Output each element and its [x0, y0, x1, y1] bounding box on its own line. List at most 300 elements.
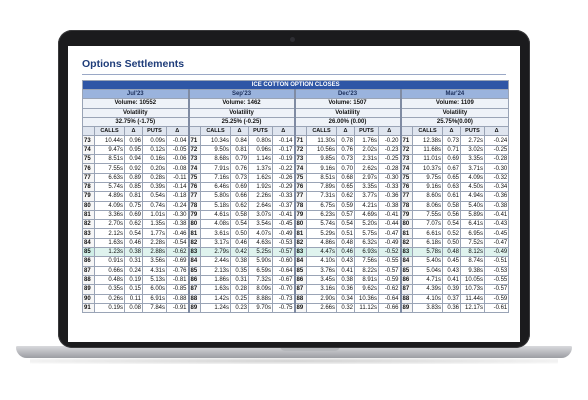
- call-price-cell: 7.89s: [307, 182, 337, 191]
- table-row: [83, 238, 509, 247]
- call-delta-cell: 0.52: [443, 229, 461, 238]
- call-price-cell: 8.60s: [413, 192, 443, 201]
- calls-delta-header: Δ: [337, 127, 355, 136]
- put-price-cell: 4.31s: [143, 266, 167, 275]
- strike-cell: 80: [83, 201, 95, 210]
- call-delta-cell: 0.68: [337, 173, 355, 182]
- put-price-cell: 3.07s: [249, 210, 273, 219]
- put-delta-cell: -0.81: [167, 275, 189, 284]
- strike-cell: 83: [295, 248, 307, 257]
- put-price-cell: 1.14s: [249, 155, 273, 164]
- call-price-cell: 5.80s: [201, 192, 231, 201]
- put-delta-cell: -0.36: [379, 192, 401, 201]
- put-price-cell: 0.09s: [143, 136, 167, 145]
- put-delta-cell: -0.64: [273, 266, 295, 275]
- put-price-cell: 4.69s: [355, 210, 379, 219]
- strike-cell: 84: [189, 257, 201, 266]
- put-delta-cell: -0.28: [485, 155, 509, 164]
- camera-icon: [290, 37, 295, 42]
- put-price-cell: 1.76s: [355, 136, 379, 145]
- call-delta-cell: 0.62: [125, 220, 143, 229]
- call-price-cell: 7.91s: [201, 164, 231, 173]
- call-price-cell: 9.75s: [413, 173, 443, 182]
- call-price-cell: 11.68s: [413, 145, 443, 154]
- put-price-cell: 2.28s: [143, 238, 167, 247]
- month-header: Dec'23: [295, 90, 401, 99]
- call-price-cell: 5.78s: [413, 248, 443, 257]
- volume-cell: Volume: 1507: [295, 99, 401, 108]
- strike-cell: 85: [401, 266, 413, 275]
- call-delta-cell: 0.65: [337, 182, 355, 191]
- call-delta-cell: 0.46: [337, 248, 355, 257]
- strike-header-blank: [401, 127, 413, 136]
- strike-cell: 76: [401, 182, 413, 191]
- call-price-cell: 7.31s: [307, 192, 337, 201]
- put-price-cell: 3.56s: [143, 257, 167, 266]
- put-price-cell: 2.26s: [249, 192, 273, 201]
- put-price-cell: 5.25s: [249, 248, 273, 257]
- strike-cell: 88: [401, 294, 413, 303]
- call-delta-cell: 0.62: [231, 201, 249, 210]
- call-delta-cell: 0.45: [443, 257, 461, 266]
- volatility-label: Volatility: [401, 108, 509, 117]
- volatility-value: 25.75%(0.00): [401, 117, 509, 126]
- strike-cell: 86: [401, 275, 413, 284]
- calls-delta-header: Δ: [125, 127, 143, 136]
- call-price-cell: 3.45s: [307, 275, 337, 284]
- strike-cell: 75: [295, 173, 307, 182]
- strike-cell: 83: [401, 248, 413, 257]
- strike-cell: 84: [83, 238, 95, 247]
- put-delta-cell: -0.69: [167, 257, 189, 266]
- call-delta-cell: 0.54: [231, 220, 249, 229]
- strike-cell: 81: [295, 229, 307, 238]
- put-delta-cell: -0.49: [379, 238, 401, 247]
- put-delta-cell: -0.44: [379, 220, 401, 229]
- put-price-cell: 1.35s: [143, 220, 167, 229]
- strike-cell: 75: [401, 173, 413, 182]
- call-delta-cell: 0.50: [231, 229, 249, 238]
- call-price-cell: 9.47s: [95, 145, 125, 154]
- put-delta-cell: -0.43: [485, 220, 509, 229]
- call-delta-cell: 0.67: [443, 164, 461, 173]
- table-row: [83, 192, 509, 201]
- put-price-cell: 4.94s: [461, 192, 485, 201]
- table-row: [83, 266, 509, 275]
- call-delta-cell: 0.28: [231, 285, 249, 294]
- call-delta-cell: 0.81: [125, 192, 143, 201]
- call-price-cell: 12.38s: [413, 136, 443, 145]
- put-price-cell: 9.70s: [249, 303, 273, 312]
- calls-header: CALLS: [95, 127, 125, 136]
- strike-cell: 87: [401, 285, 413, 294]
- call-price-cell: 9.50s: [201, 145, 231, 154]
- call-price-cell: 2.12s: [95, 229, 125, 238]
- call-price-cell: 3.36s: [95, 210, 125, 219]
- strike-cell: 71: [401, 136, 413, 145]
- call-delta-cell: 0.19: [125, 275, 143, 284]
- calls-delta-header: Δ: [231, 127, 249, 136]
- strike-cell: 78: [189, 201, 201, 210]
- put-delta-cell: -0.28: [379, 164, 401, 173]
- call-delta-cell: 0.75: [125, 201, 143, 210]
- call-price-cell: 4.09s: [95, 201, 125, 210]
- put-price-cell: 10.73s: [461, 285, 485, 294]
- put-delta-cell: -0.55: [379, 257, 401, 266]
- volatility-label: Volatility: [295, 108, 401, 117]
- call-delta-cell: 0.69: [125, 210, 143, 219]
- puts-delta-header: Δ: [379, 127, 401, 136]
- table-banner: ICE COTTON OPTION CLOSES: [83, 81, 509, 90]
- call-delta-cell: 0.89: [125, 173, 143, 182]
- settlements-table-wrapper: [82, 80, 506, 313]
- call-delta-cell: 0.76: [337, 145, 355, 154]
- call-delta-cell: 0.70: [337, 164, 355, 173]
- put-price-cell: 1.77s: [143, 229, 167, 238]
- strike-cell: 90: [83, 294, 95, 303]
- call-delta-cell: 0.92: [125, 164, 143, 173]
- strike-cell: 75: [83, 155, 95, 164]
- put-delta-cell: -0.70: [273, 285, 295, 294]
- strike-header-blank: [295, 127, 307, 136]
- call-delta-cell: 0.38: [231, 257, 249, 266]
- strike-cell: 85: [295, 266, 307, 275]
- put-delta-cell: -0.38: [167, 220, 189, 229]
- table-row: [83, 275, 509, 284]
- strike-cell: 72: [189, 145, 201, 154]
- put-delta-cell: -0.54: [167, 238, 189, 247]
- put-price-cell: 4.09s: [461, 173, 485, 182]
- put-price-cell: 0.54s: [143, 192, 167, 201]
- call-price-cell: 1.63s: [201, 285, 231, 294]
- put-delta-cell: -0.91: [167, 303, 189, 312]
- call-price-cell: 8.51s: [95, 155, 125, 164]
- put-delta-cell: -0.26: [273, 173, 295, 182]
- call-price-cell: 7.16s: [201, 173, 231, 182]
- strike-header-blank: [83, 127, 95, 136]
- put-delta-cell: -0.85: [167, 285, 189, 294]
- put-price-cell: 0.96s: [249, 145, 273, 154]
- call-delta-cell: 0.41: [443, 275, 461, 284]
- call-price-cell: 6.46s: [201, 182, 231, 191]
- call-delta-cell: 0.61: [443, 192, 461, 201]
- strike-cell: 80: [189, 220, 201, 229]
- put-delta-cell: -0.67: [273, 275, 295, 284]
- call-price-cell: 9.85s: [307, 155, 337, 164]
- call-price-cell: 3.83s: [413, 303, 443, 312]
- put-delta-cell: -0.66: [379, 303, 401, 312]
- laptop-screen: [68, 46, 520, 342]
- put-delta-cell: -0.45: [273, 220, 295, 229]
- call-delta-cell: 0.62: [337, 192, 355, 201]
- call-delta-cell: 0.94: [125, 155, 143, 164]
- call-price-cell: 0.35s: [95, 285, 125, 294]
- put-price-cell: 5.40s: [461, 201, 485, 210]
- put-delta-cell: -0.33: [273, 192, 295, 201]
- strike-cell: 73: [401, 155, 413, 164]
- strike-cell: 87: [189, 285, 201, 294]
- put-delta-cell: -0.20: [379, 136, 401, 145]
- put-price-cell: 1.92s: [249, 182, 273, 191]
- strike-cell: 88: [83, 275, 95, 284]
- put-delta-cell: -0.38: [379, 201, 401, 210]
- put-price-cell: 8.22s: [355, 266, 379, 275]
- strike-cell: 91: [83, 303, 95, 312]
- put-price-cell: 4.07s: [249, 229, 273, 238]
- volatility-label: Volatility: [83, 108, 189, 117]
- call-price-cell: 10.56s: [307, 145, 337, 154]
- call-delta-cell: 0.54: [125, 229, 143, 238]
- strike-cell: 88: [295, 294, 307, 303]
- put-delta-cell: -0.30: [167, 210, 189, 219]
- call-price-cell: 6.18s: [413, 238, 443, 247]
- call-price-cell: 7.55s: [95, 164, 125, 173]
- put-price-cell: 4.21s: [355, 201, 379, 210]
- page-title: Options Settlements: [82, 58, 185, 70]
- put-price-cell: 3.77s: [355, 192, 379, 201]
- put-price-cell: 5.13s: [143, 275, 167, 284]
- strike-cell: 72: [295, 145, 307, 154]
- call-price-cell: 6.63s: [95, 173, 125, 182]
- strike-cell: 73: [189, 155, 201, 164]
- strike-cell: 76: [189, 182, 201, 191]
- put-delta-cell: -0.17: [273, 145, 295, 154]
- put-price-cell: 1.37s: [249, 164, 273, 173]
- put-delta-cell: -0.57: [379, 266, 401, 275]
- call-price-cell: 0.19s: [95, 303, 125, 312]
- call-price-cell: 4.10s: [307, 257, 337, 266]
- call-price-cell: 1.23s: [95, 248, 125, 257]
- volatility-value: 32.75% (-1.75): [83, 117, 189, 126]
- put-delta-cell: -0.14: [273, 136, 295, 145]
- strike-cell: 76: [83, 164, 95, 173]
- call-delta-cell: 0.34: [337, 294, 355, 303]
- table-row: [83, 220, 509, 229]
- strike-cell: 87: [295, 285, 307, 294]
- table-row: [83, 145, 509, 154]
- call-delta-cell: 0.48: [337, 238, 355, 247]
- table-row: [83, 248, 509, 257]
- call-delta-cell: 0.81: [231, 145, 249, 154]
- put-price-cell: 5.75s: [355, 229, 379, 238]
- put-delta-cell: -0.33: [379, 182, 401, 191]
- strike-cell: 77: [83, 173, 95, 182]
- strike-cell: 74: [401, 164, 413, 173]
- strike-cell: 87: [83, 266, 95, 275]
- put-price-cell: 11.44s: [461, 294, 485, 303]
- call-price-cell: 3.17s: [201, 238, 231, 247]
- call-delta-cell: 0.96: [125, 136, 143, 145]
- settlements-table: [82, 80, 509, 313]
- call-price-cell: 8.06s: [413, 201, 443, 210]
- call-delta-cell: 0.43: [443, 266, 461, 275]
- put-price-cell: 2.31s: [355, 155, 379, 164]
- table-row: [83, 164, 509, 173]
- call-delta-cell: 0.15: [125, 285, 143, 294]
- put-price-cell: 5.90s: [249, 257, 273, 266]
- strike-cell: 79: [83, 192, 95, 201]
- put-price-cell: 10.05s: [461, 275, 485, 284]
- calls-delta-header: Δ: [443, 127, 461, 136]
- put-delta-cell: -0.18: [167, 192, 189, 201]
- call-price-cell: 4.71s: [413, 275, 443, 284]
- call-delta-cell: 0.65: [443, 173, 461, 182]
- call-delta-cell: 0.84: [231, 136, 249, 145]
- call-price-cell: 11.01s: [413, 155, 443, 164]
- call-delta-cell: 0.24: [125, 266, 143, 275]
- strike-cell: 89: [401, 303, 413, 312]
- strike-cell: 83: [83, 229, 95, 238]
- call-delta-cell: 0.38: [125, 248, 143, 257]
- put-delta-cell: -0.49: [485, 248, 509, 257]
- table-row: [83, 210, 509, 219]
- call-price-cell: 6.75s: [307, 201, 337, 210]
- call-price-cell: 8.51s: [307, 173, 337, 182]
- call-price-cell: 2.44s: [201, 257, 231, 266]
- put-delta-cell: -0.34: [485, 182, 509, 191]
- put-price-cell: 9.62s: [355, 285, 379, 294]
- table-row: [83, 294, 509, 303]
- put-price-cell: 6.95s: [461, 229, 485, 238]
- call-price-cell: 9.16s: [413, 182, 443, 191]
- strike-cell: 86: [295, 275, 307, 284]
- put-delta-cell: -0.57: [485, 285, 509, 294]
- call-delta-cell: 0.08: [125, 303, 143, 312]
- call-delta-cell: 0.66: [231, 192, 249, 201]
- put-delta-cell: -0.29: [273, 182, 295, 191]
- call-price-cell: 4.89s: [95, 192, 125, 201]
- put-price-cell: 8.91s: [355, 275, 379, 284]
- put-price-cell: 6.41s: [461, 220, 485, 229]
- calls-header: CALLS: [413, 127, 443, 136]
- call-delta-cell: 0.73: [337, 155, 355, 164]
- put-delta-cell: -0.22: [273, 164, 295, 173]
- put-price-cell: 3.35s: [461, 155, 485, 164]
- put-price-cell: 0.12s: [143, 145, 167, 154]
- call-price-cell: 5.74s: [307, 220, 337, 229]
- call-price-cell: 1.63s: [95, 238, 125, 247]
- strike-header-blank: [189, 127, 201, 136]
- put-price-cell: 7.84s: [143, 303, 167, 312]
- put-price-cell: 8.12s: [461, 248, 485, 257]
- put-delta-cell: -0.61: [485, 303, 509, 312]
- strike-cell: 76: [295, 182, 307, 191]
- strike-cell: 74: [189, 164, 201, 173]
- call-delta-cell: 0.69: [443, 155, 461, 164]
- call-price-cell: 6.23s: [307, 210, 337, 219]
- put-delta-cell: -0.11: [167, 173, 189, 182]
- strike-cell: 79: [189, 210, 201, 219]
- put-delta-cell: -0.32: [485, 173, 509, 182]
- call-delta-cell: 0.35: [231, 266, 249, 275]
- call-price-cell: 4.86s: [307, 238, 337, 247]
- put-price-cell: 6.32s: [355, 238, 379, 247]
- put-price-cell: 5.20s: [355, 220, 379, 229]
- put-delta-cell: -0.41: [379, 210, 401, 219]
- put-delta-cell: -0.88: [167, 294, 189, 303]
- put-price-cell: 6.00s: [143, 285, 167, 294]
- put-price-cell: 10.36s: [355, 294, 379, 303]
- call-price-cell: 4.61s: [201, 210, 231, 219]
- put-delta-cell: -0.38: [485, 201, 509, 210]
- volume-cell: Volume: 10552: [83, 99, 189, 108]
- call-price-cell: 2.79s: [201, 248, 231, 257]
- put-price-cell: 1.01s: [143, 210, 167, 219]
- strike-cell: 81: [83, 210, 95, 219]
- put-delta-cell: -0.57: [273, 248, 295, 257]
- call-price-cell: 2.66s: [307, 303, 337, 312]
- puts-header: PUTS: [461, 127, 485, 136]
- table-row: [83, 201, 509, 210]
- put-price-cell: 7.32s: [249, 275, 273, 284]
- table-row: [83, 229, 509, 238]
- put-price-cell: 8.09s: [249, 285, 273, 294]
- put-price-cell: 6.93s: [355, 248, 379, 257]
- put-price-cell: 2.88s: [143, 248, 167, 257]
- call-price-cell: 3.16s: [307, 285, 337, 294]
- call-price-cell: 4.08s: [201, 220, 231, 229]
- call-price-cell: 10.34s: [201, 136, 231, 145]
- strike-cell: 71: [295, 136, 307, 145]
- call-delta-cell: 0.95: [125, 145, 143, 154]
- put-price-cell: 7.52s: [461, 238, 485, 247]
- call-price-cell: 5.40s: [413, 257, 443, 266]
- put-delta-cell: -0.04: [167, 136, 189, 145]
- strike-cell: 74: [295, 164, 307, 173]
- call-delta-cell: 0.58: [231, 210, 249, 219]
- call-delta-cell: 0.73: [231, 173, 249, 182]
- call-delta-cell: 0.36: [443, 303, 461, 312]
- put-delta-cell: -0.45: [485, 229, 509, 238]
- call-delta-cell: 0.71: [443, 145, 461, 154]
- put-price-cell: 0.80s: [249, 136, 273, 145]
- put-price-cell: 6.59s: [249, 266, 273, 275]
- put-delta-cell: -0.25: [485, 145, 509, 154]
- strike-cell: 72: [401, 145, 413, 154]
- call-delta-cell: 0.51: [337, 229, 355, 238]
- call-delta-cell: 0.46: [231, 238, 249, 247]
- volume-cell: Volume: 1462: [189, 99, 295, 108]
- call-price-cell: 5.18s: [201, 201, 231, 210]
- put-price-cell: 12.17s: [461, 303, 485, 312]
- put-price-cell: 5.89s: [461, 210, 485, 219]
- put-price-cell: 2.64s: [249, 201, 273, 210]
- put-delta-cell: -0.62: [167, 248, 189, 257]
- strike-cell: 86: [83, 257, 95, 266]
- call-delta-cell: 0.63: [443, 182, 461, 191]
- call-price-cell: 10.44s: [95, 136, 125, 145]
- strike-cell: 89: [83, 285, 95, 294]
- calls-header: CALLS: [307, 127, 337, 136]
- put-price-cell: 11.12s: [355, 303, 379, 312]
- call-price-cell: 2.70s: [95, 220, 125, 229]
- strike-cell: 79: [401, 210, 413, 219]
- strike-cell: 81: [189, 229, 201, 238]
- call-delta-cell: 0.54: [443, 220, 461, 229]
- put-delta-cell: -0.53: [273, 238, 295, 247]
- put-price-cell: 0.16s: [143, 155, 167, 164]
- call-price-cell: 4.47s: [307, 248, 337, 257]
- call-delta-cell: 0.11: [125, 294, 143, 303]
- call-price-cell: 1.86s: [201, 275, 231, 284]
- strike-cell: 82: [401, 238, 413, 247]
- strike-cell: 84: [401, 257, 413, 266]
- put-delta-cell: -0.55: [485, 275, 509, 284]
- call-price-cell: 2.90s: [307, 294, 337, 303]
- strike-cell: 85: [189, 266, 201, 275]
- call-price-cell: 2.13s: [201, 266, 231, 275]
- call-delta-cell: 0.85: [125, 182, 143, 191]
